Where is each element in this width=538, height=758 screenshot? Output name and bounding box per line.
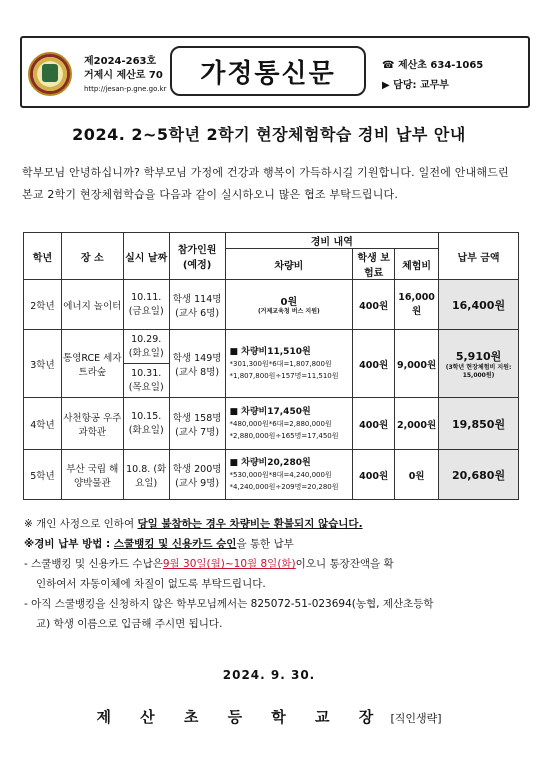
vehicle-main: 0원 — [280, 297, 298, 308]
signature-line — [0, 706, 538, 727]
cell-place: 통영RCE 세자트라숲 — [61, 330, 123, 398]
cell-people: 학생 200명 (교사 9명) — [169, 450, 225, 500]
cell-date: 10.8. (화요일) — [123, 450, 169, 500]
cell-amount: 19,850원 — [439, 398, 519, 450]
vehicle-calc-1: *301,300원*6대=1,807,800원 — [229, 359, 332, 368]
principal-signature: 제 산 초 등 학 교 장 — [96, 708, 386, 726]
cell-insurance: 400원 — [353, 398, 395, 450]
note-bank-account-cont: 교) 학생 이름으로 입금해 주시면 됩니다. — [36, 618, 223, 630]
cell-date: 10.31. (목요일) — [123, 364, 169, 398]
vehicle-main: ■ 차량비11,510원 — [229, 346, 311, 357]
amount-note: (3학년 현장체험비 지원: 15,000원) — [445, 363, 512, 379]
cell-grade: 2학년 — [24, 280, 62, 330]
note-payment-method: ※경비 납부 방법 : 스쿨뱅킹 및 신용카드 승인을 통한 납부 — [24, 538, 294, 550]
vehicle-calc-2: *1,807,800원÷157명=11,510원 — [229, 371, 339, 380]
school-emblem-icon — [28, 52, 72, 96]
cell-experience: 9,000원 — [395, 330, 439, 398]
header-detail: 경비 내역 — [225, 233, 439, 249]
cell-people: 학생 158명 (교사 7명) — [169, 398, 225, 450]
header-date: 실시 날짜 — [123, 233, 169, 280]
cell-people: 학생 114명 (교사 6명) — [169, 280, 225, 330]
cell-insurance: 400원 — [353, 450, 395, 500]
cell-grade: 4학년 — [24, 398, 62, 450]
table-row — [24, 330, 519, 364]
vehicle-main: ■ 차량비17,450원 — [229, 406, 311, 417]
issue-date: 2024. 9. 30. — [222, 668, 316, 682]
notes-section — [24, 514, 518, 634]
cell-amount — [439, 330, 519, 398]
cell-date: 10.11. (금요일) — [123, 280, 169, 330]
school-address: 거제시 제산로 70 — [84, 70, 163, 81]
note-payment-period-cont: 인하여서 자동이체에 차질이 없도록 부탁드립니다. — [36, 578, 266, 590]
cell-vehicle — [225, 330, 353, 398]
header-experience: 체험비 — [395, 249, 439, 280]
cell-experience: 2,000원 — [395, 398, 439, 450]
cell-amount: 20,680원 — [439, 450, 519, 500]
cell-vehicle — [225, 280, 353, 330]
cell-date: 10.29. (화요일) — [123, 330, 169, 364]
newsletter-title: 가정통신문 — [170, 46, 366, 96]
note-payment-period: - 스쿨뱅킹 및 신용카드 수납은9월 30일(월)~10월 8일(화)이오니 통장잔액을 확 — [24, 558, 394, 570]
table-row — [24, 398, 519, 450]
cell-amount: 16,400원 — [439, 280, 519, 330]
cell-vehicle — [225, 398, 353, 450]
vehicle-calc-2: *4,240,000원÷209명=20,280원 — [229, 482, 339, 491]
table-row — [24, 450, 519, 500]
amount-value: 5,910원 — [455, 349, 502, 363]
cell-place: 부산 국립 해양박물관 — [61, 450, 123, 500]
vehicle-main: ■ 차량비20,280원 — [229, 457, 311, 468]
cell-people: 학생 149명 (교사 8명) — [169, 330, 225, 398]
cell-place: 에너지 놀이터 — [61, 280, 123, 330]
fee-table — [23, 232, 519, 500]
cell-place: 사천항공 우주 과학관 — [61, 398, 123, 450]
header-place: 장 소 — [61, 233, 123, 280]
header-insurance: 학생 보험료 — [353, 249, 395, 280]
cell-grade: 3학년 — [24, 330, 62, 398]
seal-omitted: [직인생략] — [390, 712, 442, 725]
cell-grade: 5학년 — [24, 450, 62, 500]
note-refund: ※ 개인 사정으로 인하여 당일 불참하는 경우 차량비는 환불되지 않습니다. — [24, 518, 363, 530]
contact-phone: ☎ 제산초 634-1065 — [382, 60, 484, 71]
header-people: 참가인원 (예정) — [169, 233, 225, 280]
issue-number: 제2024-263호 — [84, 56, 157, 67]
cell-insurance: 400원 — [353, 280, 395, 330]
table-row — [24, 280, 519, 330]
vehicle-calc-2: *2,880,000원÷165명=17,450원 — [229, 431, 339, 440]
school-url[interactable]: http://jesan-p.gne.go.kr — [84, 85, 167, 93]
header-amount: 납부 금액 — [439, 233, 519, 280]
contact-dept: ▶ 담당: 교무부 — [382, 80, 449, 91]
note-bank-account: - 아직 스쿨뱅킹을 신청하지 않은 학부모님께서는 825072-51-023694(농협, 제산초등학 — [24, 598, 434, 610]
cell-experience: 16,000원 — [395, 280, 439, 330]
header-grade: 학년 — [24, 233, 62, 280]
cell-insurance: 400원 — [353, 330, 395, 398]
header-vehicle: 차량비 — [225, 249, 353, 280]
vehicle-calc-1: *480,000원*6대=2,880,000원 — [229, 419, 332, 428]
vehicle-calc-1: *530,000원*8대=4,240,000원 — [229, 470, 332, 479]
document-title: 2024. 2~5학년 2학기 현장체험학습 경비 납부 안내 — [72, 125, 466, 144]
cell-date: 10.15. (화요일) — [123, 398, 169, 450]
vehicle-sub: (거제교육청 버스 지원) — [257, 308, 320, 315]
cell-experience: 0원 — [395, 450, 439, 500]
cell-vehicle — [225, 450, 353, 500]
intro-paragraph: 학부모님 안녕하십니까? 학부모님 가정에 건강과 행복이 가득하시길 기원합니다. 일전에 안내해드린 본교 2학기 현장체험학습을 다음과 같이 실시하오니 많은 협조 부탁드립니다. — [22, 166, 509, 201]
